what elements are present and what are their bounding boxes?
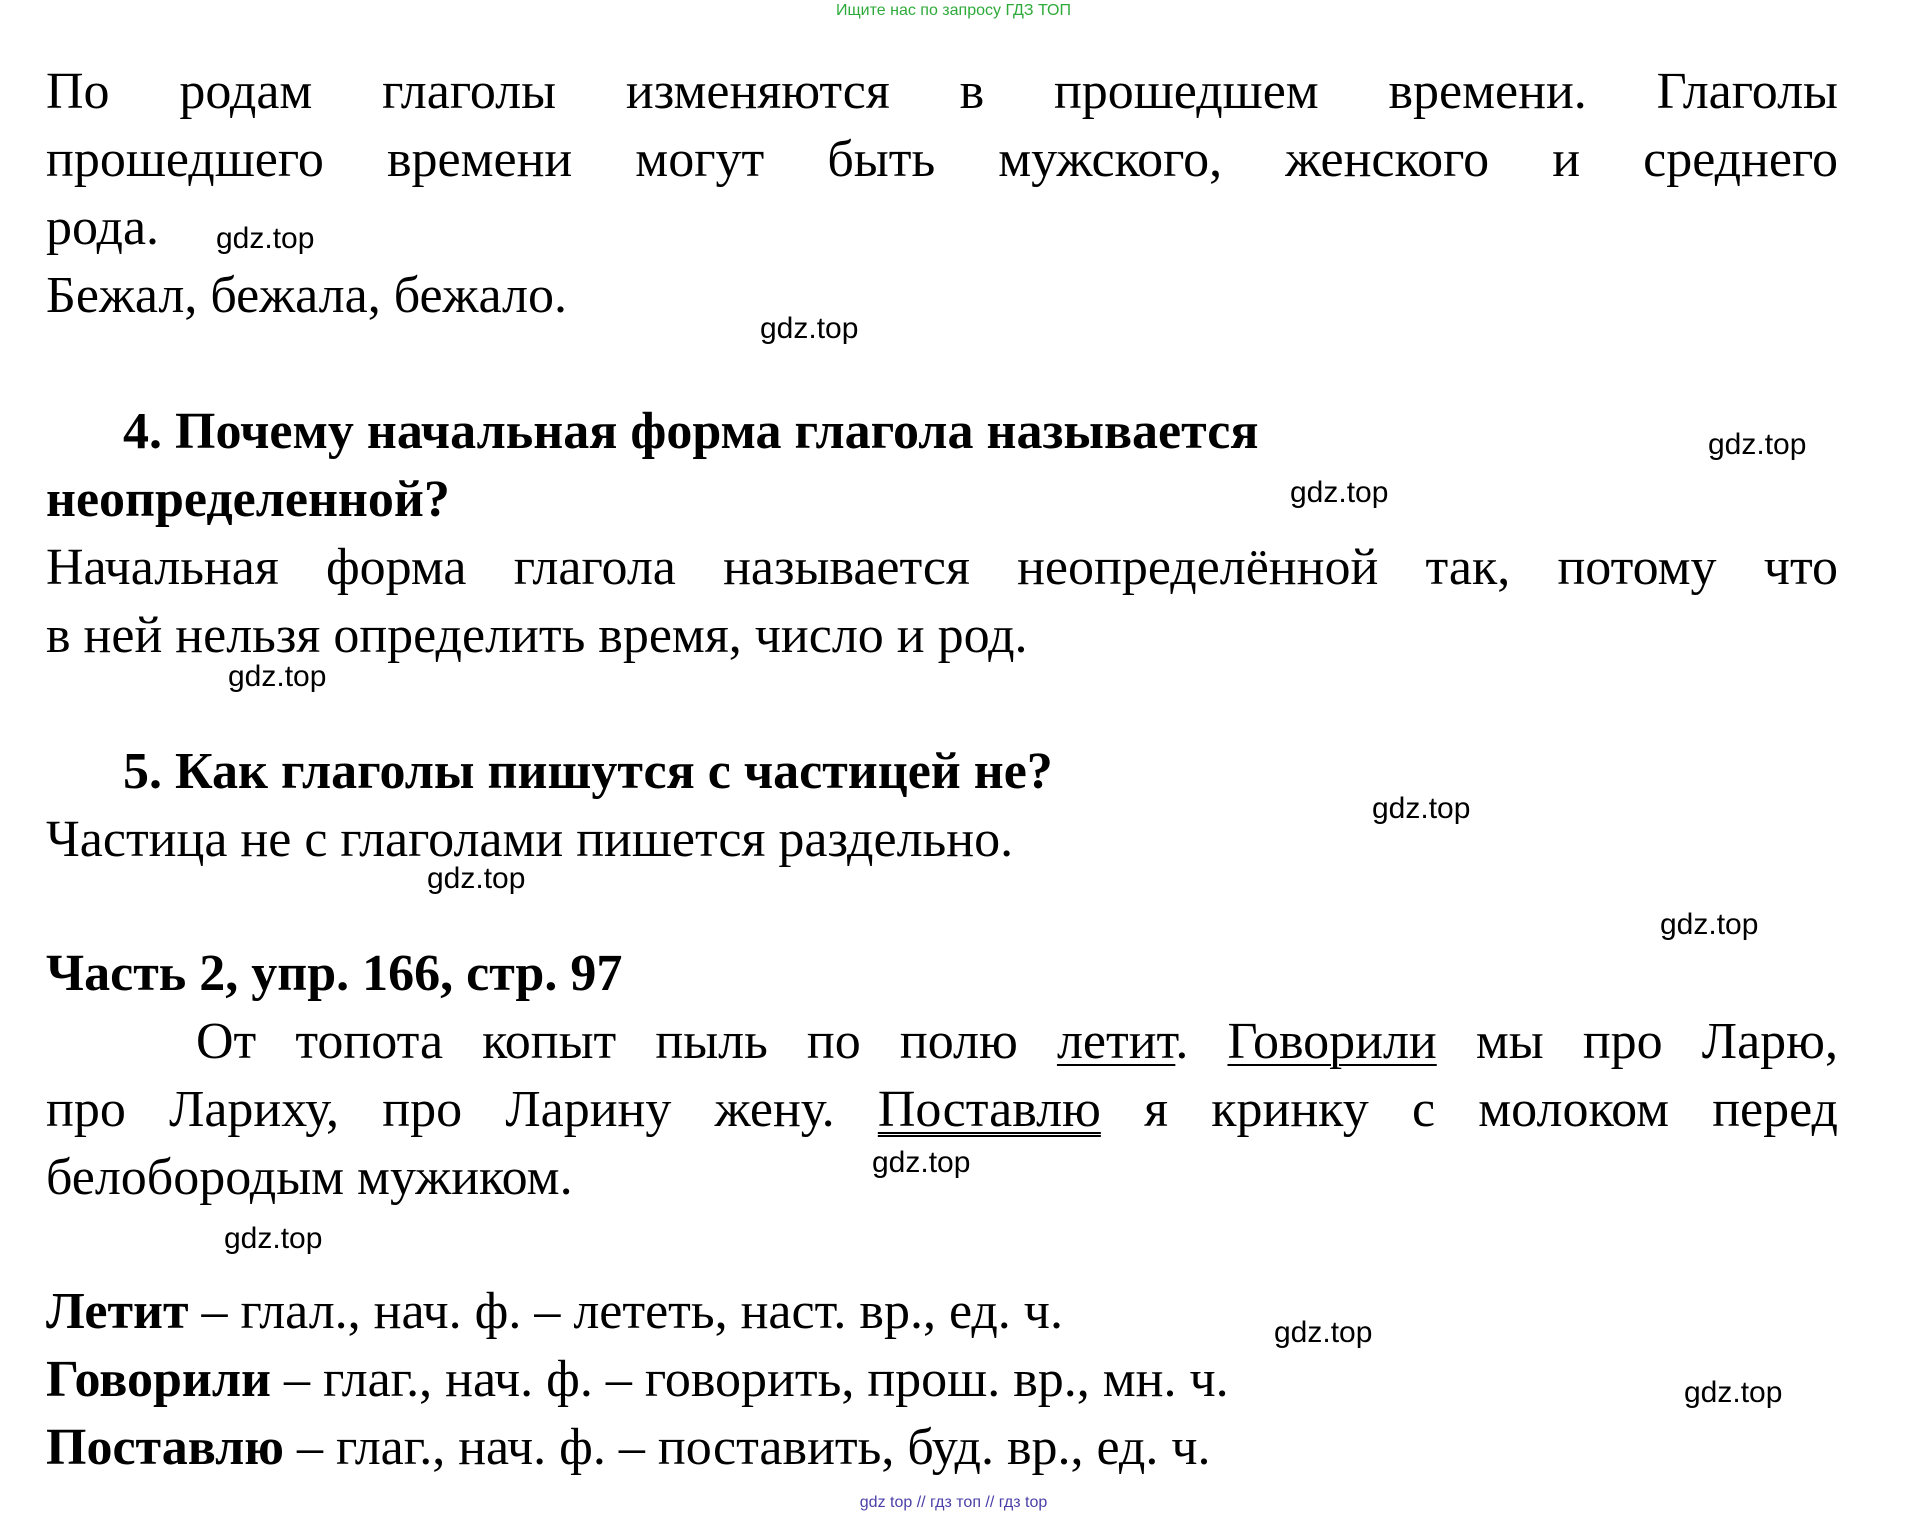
part2-paragraph-line-1 bbox=[46, 1008, 1838, 1076]
part2-paragraph-line-2 bbox=[46, 1076, 1838, 1144]
text-segment: про Лариху, про Ларину жену. bbox=[46, 1081, 878, 1138]
footer-note: gdz top // гдз топ // гдз top bbox=[859, 1494, 1048, 1511]
watermark: gdz.top bbox=[1684, 1376, 1783, 1409]
analysis-rest: – глал., нач. ф. – лететь, наст. вр., ед. ч. bbox=[188, 1283, 1063, 1340]
q5-answer: Частица не с глаголами пишется раздельно. bbox=[46, 811, 1014, 868]
verb-letit: летит bbox=[1056, 1013, 1176, 1070]
analysis-word: Поставлю bbox=[46, 1419, 285, 1476]
watermark: gdz.top bbox=[1274, 1316, 1373, 1349]
intro-example: Бежал, бежала, бежало. bbox=[46, 267, 567, 324]
text-segment: . bbox=[1175, 1013, 1228, 1070]
analysis-word: Летит bbox=[46, 1283, 189, 1340]
watermark: gdz.top bbox=[1708, 428, 1807, 461]
analysis-rest: – глаг., нач. ф. – говорить, прош. вр., мн. ч. bbox=[270, 1351, 1229, 1408]
watermark: gdz.top bbox=[872, 1146, 971, 1179]
intro-line-3: рода. bbox=[46, 199, 160, 256]
intro-line-2: прошедшего времени могут быть мужского, женского и среднего bbox=[46, 131, 1838, 188]
analysis-line-2 bbox=[46, 1346, 1229, 1414]
analysis-line-3 bbox=[46, 1414, 1211, 1482]
q4-heading-line-1: 4. Почему начальная форма глагола называется bbox=[123, 403, 1259, 460]
watermark: gdz.top bbox=[224, 1222, 323, 1255]
text-segment: я кринку с молоком перед bbox=[1100, 1081, 1838, 1138]
text-segment: мы про Ларю, bbox=[1436, 1013, 1838, 1070]
watermark: gdz.top bbox=[1372, 792, 1471, 825]
q4-answer-line-1: Начальная форма глагола называется неопределённой так, потому что bbox=[46, 539, 1838, 596]
part2-paragraph-line-3: белобородым мужиком. bbox=[46, 1149, 573, 1206]
watermark: gdz.top bbox=[760, 312, 859, 345]
watermark: gdz.top bbox=[1660, 908, 1759, 941]
part2-heading: Часть 2, упр. 166, стр. 97 bbox=[46, 945, 623, 1002]
watermark: gdz.top bbox=[1290, 476, 1389, 509]
q4-answer-line-2: в ней нельзя определить время, число и род. bbox=[46, 607, 1028, 664]
q5-heading: 5. Как глаголы пишутся с частицей не? bbox=[123, 743, 1053, 800]
watermark: gdz.top bbox=[216, 222, 315, 255]
intro-line-1: По родам глаголы изменяются в прошедшем времени. Глаголы bbox=[46, 63, 1838, 120]
watermark: gdz.top bbox=[228, 660, 327, 693]
verb-govorili: Говорили bbox=[1227, 1013, 1437, 1070]
analysis-rest: – глаг., нач. ф. – поставить, буд. вр., ед. ч. bbox=[284, 1419, 1211, 1476]
header-note: Ищите нас по запросу ГДЗ ТОП bbox=[836, 2, 1071, 19]
q4-heading-line-2: неопределенной? bbox=[46, 471, 450, 528]
verb-postavlyu: Поставлю bbox=[877, 1081, 1101, 1138]
analysis-line-1 bbox=[46, 1278, 1063, 1346]
analysis-word: Говорили bbox=[46, 1351, 271, 1408]
text-segment: От топота копыт пыль по полю bbox=[196, 1013, 1057, 1070]
watermark: gdz.top bbox=[427, 862, 526, 895]
